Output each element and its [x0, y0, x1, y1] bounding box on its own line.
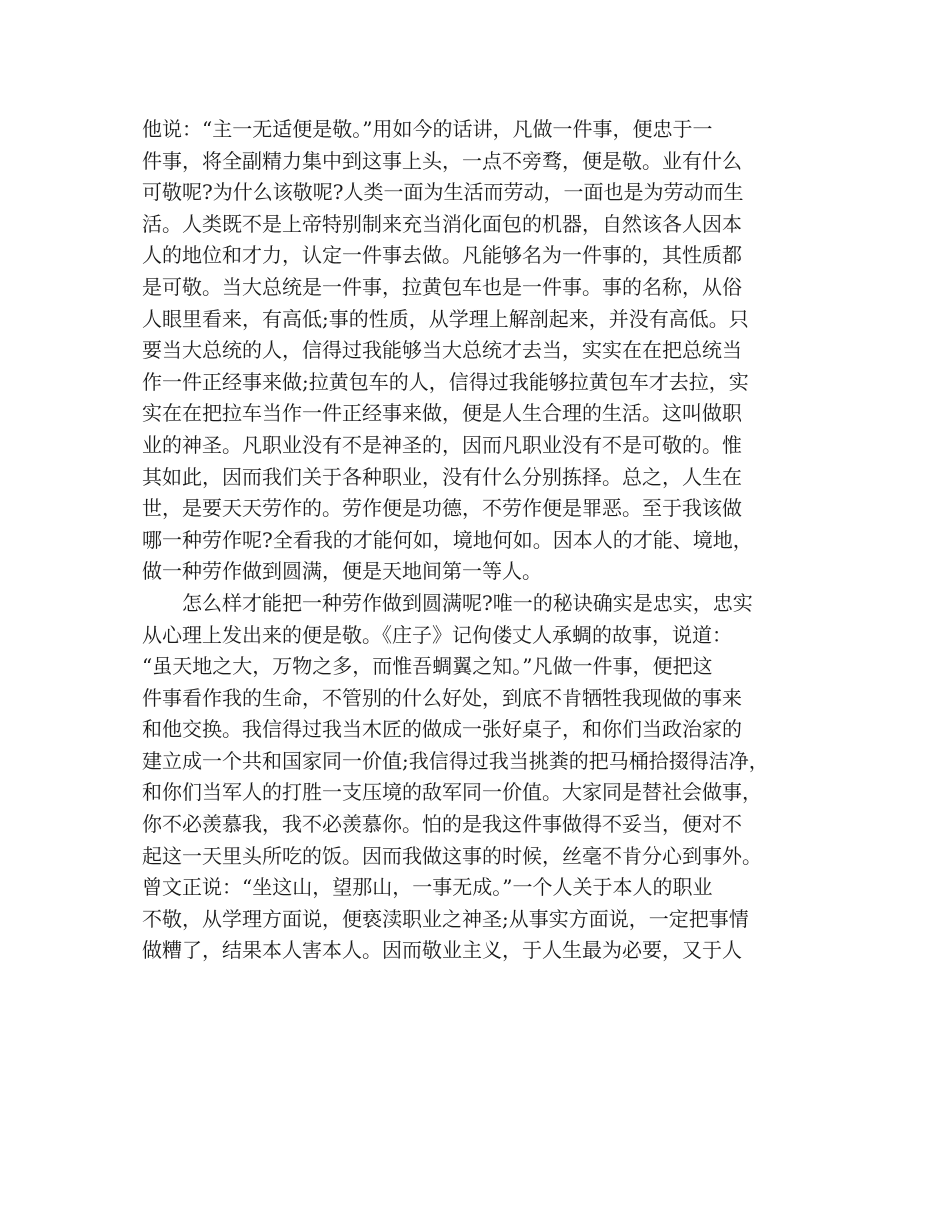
- text-line: 人的地位和才力，认定一件事去做。凡能够名为一件事的，其性质都: [142, 243, 742, 268]
- text-line: 曾文正说：“坐这山，望那山，一事无成。”一个人关于本人的职业: [142, 875, 713, 900]
- text-line: 哪一种劳作呢?全看我的才能何如，境地何如。因本人的才能、境地，: [142, 527, 753, 552]
- text-line: 做一种劳作做到圆满，便是天地间第一等人。: [142, 559, 542, 584]
- text-line: 实在在把拉车当作一件正经事来做，便是人生合理的生活。这叫做职: [142, 401, 742, 426]
- text-line: 作一件正经事来做;拉黄包车的人，信得过我能够拉黄包车才去拉，实: [142, 369, 749, 394]
- text-line: 从心理上发出来的便是敬。《庄子》记佝偻丈人承蜩的故事，说道：: [142, 622, 732, 647]
- text-line: 件事看作我的生命，不管别的什么好处，到底不肯牺牲我现做的事来: [142, 685, 742, 710]
- text-line: 可敬呢?为什么该敬呢?人类一面为生活而劳动，一面也是为劳动而生: [142, 180, 744, 205]
- text-line: 要当大总统的人，信得过我能够当大总统才去当，实实在在把总统当: [142, 338, 742, 363]
- body-text: [142, 114, 842, 967]
- text-line: 是可敬。当大总统是一件事，拉黄包车也是一件事。事的名称，从俗: [142, 274, 742, 299]
- text-line: 你不必羡慕我，我不必羡慕你。怕的是我这件事做得不妥当，便对不: [142, 812, 742, 837]
- text-line: 业的神圣。凡职业没有不是神圣的，因而凡职业没有不是可敬的。惟: [142, 432, 742, 457]
- text-line: 他说：“主一无适便是敬。”用如今的话讲，凡做一件事，便忠于一: [142, 117, 713, 141]
- text-line: 建立成一个共和国家同一价值;我信得过我当挑粪的把马桶拾掇得洁净，: [142, 748, 769, 773]
- text-line: 活。人类既不是上帝特别制来充当消化面包的机器，自然该各人因本: [142, 211, 742, 236]
- text-line: 其如此，因而我们关于各种职业，没有什么分别拣择。总之，人生在: [142, 464, 742, 489]
- text-line: 和你们当军人的打胜一支压境的敌军同一价值。大家同是替社会做事，: [142, 780, 762, 805]
- paragraph-first-line: 怎么样才能把一种劳作做到圆满呢?唯一的秘诀确实是忠实，忠实: [182, 590, 753, 615]
- text-line: 不敬，从学理方面说，便亵渎职业之神圣;从事实方面说，一定把事情: [142, 906, 749, 931]
- text-line: 起这一天里头所吃的饭。因而我做这事的时候，丝毫不肯分心到事外。: [142, 843, 762, 868]
- text-line: 做糟了，结果本人害本人。因而敬业主义，于人生最为必要，又于人: [142, 938, 742, 963]
- text-line: 世，是要天天劳作的。劳作便是功德，不劳作便是罪恶。至于我该做: [142, 496, 742, 521]
- text-line: 人眼里看来，有高低;事的性质，从学理上解剖起来，并没有高低。只: [142, 306, 749, 331]
- text-line: 和他交换。我信得过我当木匠的做成一张好桌子，和你们当政治家的: [142, 717, 742, 742]
- text-line: “虽天地之大，万物之多，而惟吾蜩翼之知。”凡做一件事，便把这: [142, 654, 713, 679]
- text-line: 件事，将全副精力集中到这事上头，一点不旁骛，便是敬。业有什么: [142, 148, 742, 173]
